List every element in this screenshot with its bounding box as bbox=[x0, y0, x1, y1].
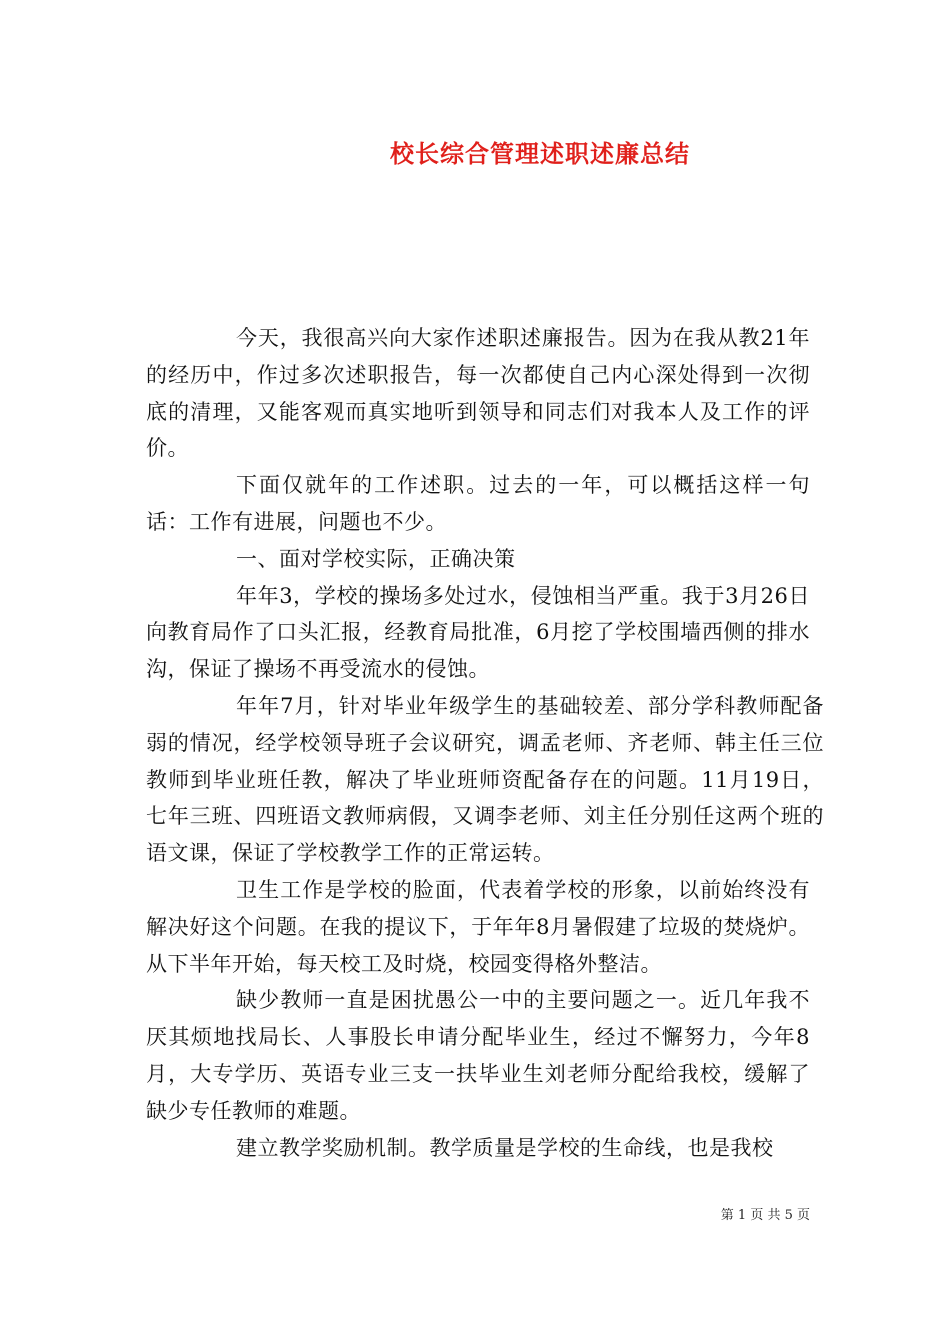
paragraph-summary: 下面仅就年的工作述职。过去的一年，可以概括这样一句话：工作有进展，问题也不少。 bbox=[146, 473, 810, 534]
paragraph-intro: 今天，我很高兴向大家作述职述廉报告。因为在我从教21年的经历中，作过多次述职报告，每一次都使自己内心深处得到一次彻底的清理，又能客观而真实地听到领导和同志们对我本人及工作的评价。 bbox=[146, 326, 810, 461]
document-body bbox=[146, 320, 824, 1166]
paragraph-playground: 年年3，学校的操场多处过水，侵蚀相当严重。我于3月26日向教育局作了口头汇报，经教育局批准，6月挖了学校围墙西侧的排水沟，保证了操场不再受流水的侵蚀。 bbox=[146, 583, 810, 682]
paragraph-hygiene: 卫生工作是学校的脸面，代表着学校的形象，以前始终没有解决好这个问题。在我的提议下，于年年8月暑假建了垃圾的焚烧炉。从下半年开始，每天校工及时烧，校园变得格外整洁。 bbox=[146, 877, 810, 976]
paragraph-staffing: 缺少教师一直是困扰愚公一中的主要问题之一。近几年我不厌其烦地找局长、人事股长申请分配毕业生，经过不懈努力，今年8月，大专学历、英语专业三支一扶毕业生刘老师分配给我校，缓解了缺少专任教师的难题。 bbox=[146, 988, 810, 1123]
paragraph-teachers: 年年7月，针对毕业年级学生的基础较差、部分学科教师配备弱的情况，经学校领导班子会议研究，调孟老师、齐老师、韩主任三位教师到毕业班任教，解决了毕业班师资配备存在的问题。11月19日，七年三班、四班语文教师病假，又调李老师、刘主任分别任这两个班的语文课，保证了学校教学工作的正常运转。 bbox=[146, 693, 824, 866]
page-number: 第 1 页 共 5 页 bbox=[720, 1208, 810, 1223]
section-heading-1: 一、面对学校实际，正确决策 bbox=[236, 546, 516, 571]
document-title: 校长综合管理述职述廉总结 bbox=[390, 139, 690, 168]
paragraph-incentive: 建立教学奖励机制。教学质量是学校的生命线，也是我校 bbox=[236, 1135, 774, 1160]
